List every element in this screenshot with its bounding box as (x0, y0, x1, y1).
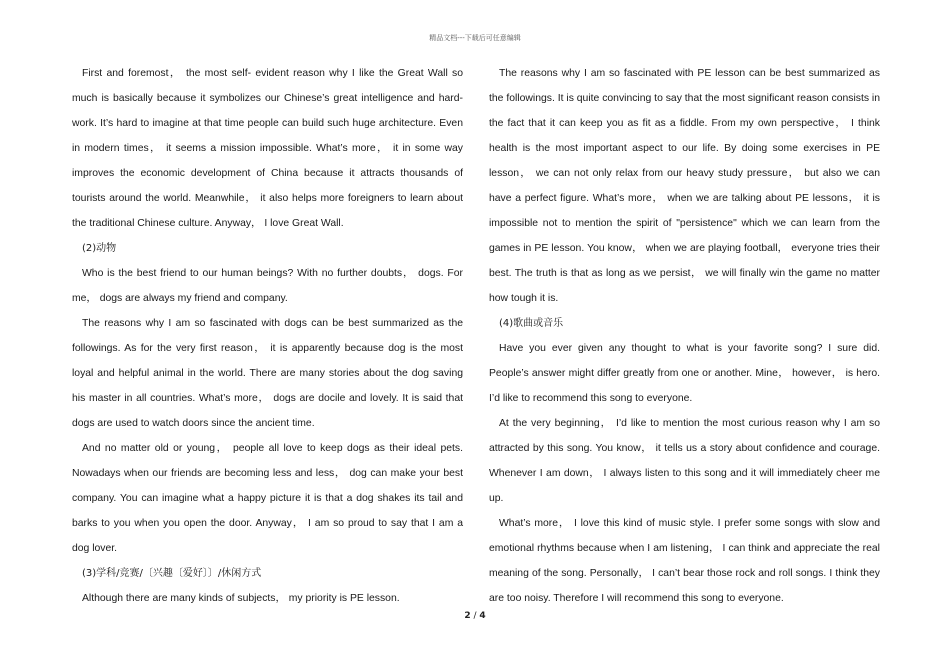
current-page-number: 2 (464, 611, 471, 621)
paragraph-song-reasons: At the very beginning， I’d like to mention the most curious reason why I am so attracted by this song. You know， it tells us a story about confidence and courage. Whenever I am down， I always listen to this song and it will immediately cheer me up. (489, 418, 880, 504)
paragraph-great-wall: First and foremost， the most self- evident reason why I like the Great Wall so much is basically because it symbolizes our Chinese’s great intelligence and hard-work. It’s hard to imagine at that time people can build such huge architecture. Even in modern times， it seems a mission impossible. What’s more， it in some way improves the economic development of China because it attracts thousands of tourists around the world. Meanwhile， it also helps more foreigners to learn about the traditional Chinese culture. Anyway， I love Great Wall. (72, 68, 463, 229)
page-header: 精品文档---下载后可任意编辑 (429, 34, 521, 42)
paragraph-song-style: What’s more， I love this kind of music style. I prefer some songs with slow and emotional rhythms because when I am listening， I can think and appreciate the real meaning of the song. Personally， I can’t bear those rock and roll songs. I think they are too noisy. Therefore I will recommend this song to everyone. (489, 518, 880, 604)
right-column (489, 61, 880, 611)
left-column (72, 61, 463, 611)
paragraph-dogs-pets: And no matter old or young， people all love to keep dogs as their ideal pets. Nowadays when our friends are becoming less and less， dog can make your best company. You can imagine what a happy picture it is that a dog shakes its tail and barks to you when you open the door. Anyway， I am so proud to say that I am a dog lover. (72, 443, 463, 554)
section-heading-animals: (2)动物 (82, 243, 117, 254)
paragraph-dogs-reasons: The reasons why I am so fascinated with dogs can be best summarized as the followings. As for the very first reason， it is apparently because dog is the most loyal and helpful animal in the world. There are many stories about the dog saving his master in all countries. What’s more， dogs are docile and lovely. It is said that dogs are used to watch doors since the ancient time. (72, 318, 463, 429)
page-separator: / (470, 611, 480, 621)
total-pages-number: 4 (479, 611, 486, 621)
paragraph-song-intro: Have you ever given any thought to what is your favorite song? I sure did. People’s answer might differ greatly from one or another. Mine， however， is hero. I’d like to recommend this song to everyone. (489, 343, 880, 404)
section-heading-songs: (4)歌曲或音乐 (499, 318, 564, 329)
page-number (0, 611, 950, 621)
paragraph-dogs-intro: Who is the best friend to our human beings? With no further doubts， dogs. For me， dogs are always my friend and company. (72, 268, 463, 304)
section-heading-subjects: (3)学科/竞赛/〔兴趣〔爱好〕〕/休闲方式 (82, 568, 262, 579)
paragraph-pe-lesson: The reasons why I am so fascinated with PE lesson can be best summarized as the followings. It is quite convincing to say that the most significant reason consists in the fact that it can keep you as fit as a fiddle. From my own perspective， I think health is the most important aspect to our life. By doing some exercises in PE lesson， we can not only relax from our heavy study pressure， but also we can have a perfect figure. What’s more， when we are talking about PE lessons， it is impossible not to mention the spirit of "persistence" which we can learn from the games in PE lesson. You know， when we are playing football， everyone tries their best. The truth is that as long as we persist， we will finally win the game no matter how tough it is. (489, 68, 881, 304)
paragraph-subjects-intro: Although there are many kinds of subjects， my priority is PE lesson. (82, 593, 400, 604)
